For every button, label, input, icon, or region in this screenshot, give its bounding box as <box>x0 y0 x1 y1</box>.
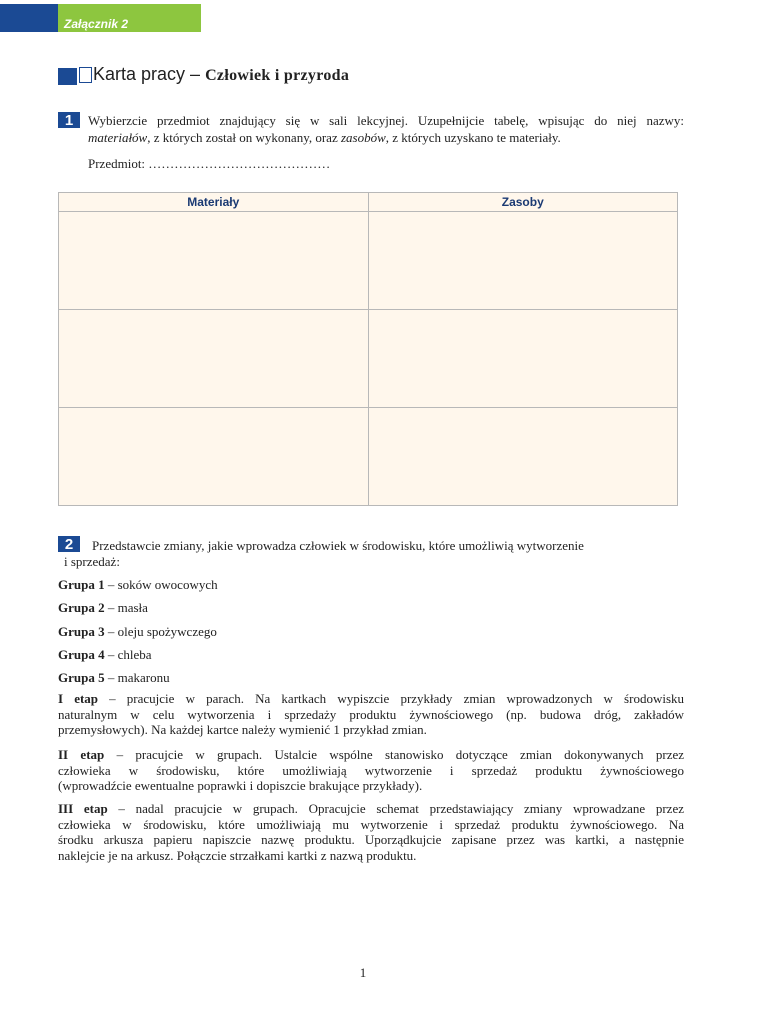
resources-em: zasobów <box>340 130 386 145</box>
stage-line <box>58 691 684 707</box>
square-filled-icon <box>58 68 77 85</box>
group-label: Grupa 2 <box>58 600 105 615</box>
subject-field: Przedmiot: …………………………………… <box>88 156 331 171</box>
group-text: – chleba <box>104 647 152 662</box>
header-blue-block <box>0 4 58 32</box>
group-label: Grupa 4 <box>58 647 105 662</box>
materials-cell[interactable] <box>59 310 369 408</box>
materials-cell[interactable] <box>59 408 369 506</box>
stage-label: II etap <box>58 747 105 762</box>
group-label: Grupa 5 <box>58 670 105 685</box>
group-item <box>58 599 148 616</box>
title-main: Karta pracy – <box>93 64 206 84</box>
page-title-row <box>58 64 349 85</box>
task-1-line-1: Wybierzcie przedmiot znajdujący się w sali lekcyjnej. Uzupełnijcie tabelę, wpisując do niej nazwy: <box>88 113 684 128</box>
task-2-line-2: i sprzedaż: <box>64 554 120 569</box>
materials-resources-table <box>58 192 678 506</box>
stage-line: naturalnym w celu wytworzenia i sprzedaży produktu żywnościowego (np. budowa dróg, zakładów <box>58 706 684 722</box>
group-text: – soków owocowych <box>104 577 218 592</box>
stage-line: naklejcie je na arkusz. Połączcie strzałkami kartki z nazwą produktu. <box>58 847 417 863</box>
stage-label: I etap <box>58 691 99 706</box>
group-text: – oleju spożywczego <box>104 624 217 639</box>
stage-text: – pracujcie w parach. Na kartkach wypiszcie przykłady zmian wprowadzonych w środowisku <box>98 691 685 706</box>
page-number: 1 <box>359 965 367 980</box>
stage-1-paragraph <box>58 691 684 738</box>
table-row <box>59 408 678 506</box>
stage-line: człowieka w środowisku, które umożliwiają wytworzenie i sprzedaż produktu żywnościowego <box>58 762 684 778</box>
column-header-materials: Materiały <box>59 193 369 212</box>
task-1-number: 1 <box>58 112 80 128</box>
stage-line: przemysłowych). Na każdej kartce należy wymienić 1 przykład zmian. <box>58 722 427 737</box>
group-item <box>58 646 152 663</box>
task-1-line-2-mid: , z których został on wykonany, oraz <box>147 130 341 145</box>
resources-cell[interactable] <box>368 310 678 408</box>
task-2-line-1: Przedstawcie zmiany, jakie wprowadza człowiek w środowisku, które umożliwią wytworzenie <box>92 538 584 553</box>
stage-line: człowieka w środowisku, które umożliwiają mu wytworzenie i sprzedaż produktu żywnościowego. Na <box>58 816 684 832</box>
group-label: Grupa 1 <box>58 577 105 592</box>
stage-text: – nadal pracujcie w grupach. Opracujcie schemat przedstawiający zmiany wprowadzane przez <box>107 801 684 816</box>
stage-label: III etap <box>58 801 108 816</box>
square-outline-icon <box>79 67 92 83</box>
group-item <box>58 623 217 640</box>
stage-line: (wprowadźcie ewentualne poprawki i dopiszcie brakujące przykłady). <box>58 778 423 793</box>
stage-line <box>58 801 684 817</box>
group-label: Grupa 3 <box>58 624 105 639</box>
table-row <box>59 212 678 310</box>
table-header-row <box>59 193 678 212</box>
page-title <box>93 64 349 85</box>
task-1-line-2 <box>88 129 684 146</box>
stage-3-paragraph <box>58 801 684 863</box>
column-header-resources: Zasoby <box>368 193 678 212</box>
group-item <box>58 576 218 593</box>
title-sub: Człowiek i przyroda <box>205 67 350 84</box>
stage-2-paragraph <box>58 747 684 794</box>
group-text: – masła <box>104 600 148 615</box>
stage-line <box>58 747 684 763</box>
resources-cell[interactable] <box>368 408 678 506</box>
stage-line: środku arkusza papieru napiszcie nazwę produktu. Uporządkujcie zapisane przez was kartki, a następnie <box>58 832 684 847</box>
group-item <box>58 669 170 686</box>
attachment-label: Załącznik 2 <box>64 17 129 31</box>
table-row <box>59 310 678 408</box>
materials-cell[interactable] <box>59 212 369 310</box>
task-2-number: 2 <box>58 536 80 552</box>
resources-cell[interactable] <box>368 212 678 310</box>
stage-text: – pracujcie w grupach. Ustalcie wspólne stanowisko dotyczące zmian dokonywanych przez <box>104 747 685 762</box>
task-1-line-2-end: , z których uzyskano te materiały. <box>385 130 561 145</box>
group-text: – makaronu <box>104 670 170 685</box>
materials-em: materiałów <box>88 130 148 145</box>
